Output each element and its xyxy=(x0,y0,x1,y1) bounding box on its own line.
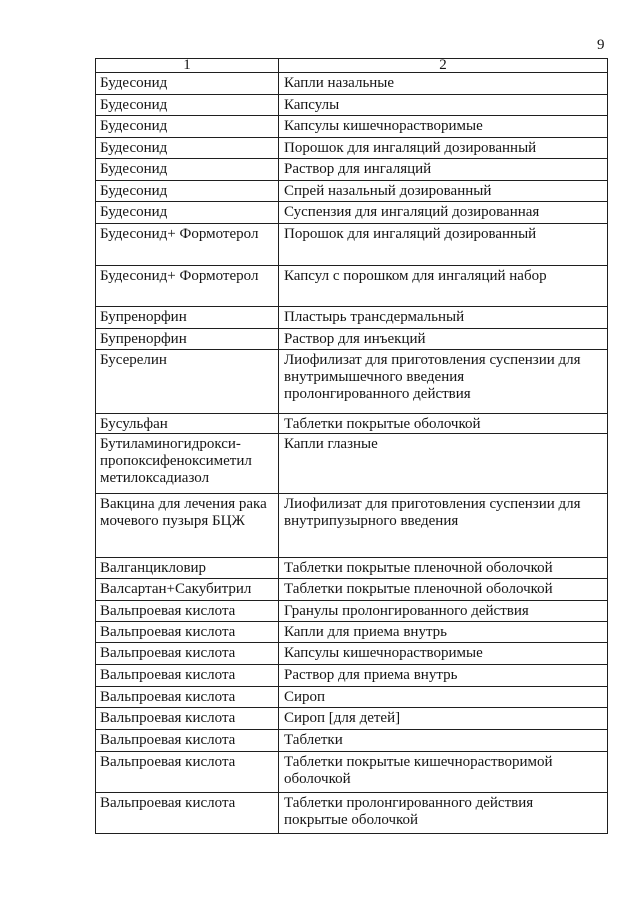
table-row xyxy=(96,138,608,159)
drug-name-cell: Вальпроевая кислота xyxy=(96,793,279,834)
drug-name-cell: Будесонид xyxy=(96,181,279,202)
drug-name-cell: Будесонид xyxy=(96,138,279,159)
drug-name-cell: Бусульфан xyxy=(96,414,279,434)
table-row xyxy=(96,665,608,687)
drug-name-cell: Бупренорфин xyxy=(96,307,279,329)
dosage-form-cell: Капсулы кишечнорастворимые xyxy=(279,116,608,138)
dosage-form-cell: Капсулы кишечнорастворимые xyxy=(279,643,608,665)
table-row xyxy=(96,73,608,95)
table-row xyxy=(96,116,608,138)
table-header-row xyxy=(96,59,608,73)
drug-name-cell: Вальпроевая кислота xyxy=(96,687,279,708)
dosage-form-cell: Раствор для приема внутрь xyxy=(279,665,608,687)
table-row xyxy=(96,159,608,181)
table-row xyxy=(96,224,608,266)
drug-name-cell: Будесонид xyxy=(96,73,279,95)
drug-name-cell: Вальпроевая кислота xyxy=(96,622,279,643)
table-row xyxy=(96,307,608,329)
drug-name-cell: Валсартан+Сакубитрил xyxy=(96,579,279,601)
table-row xyxy=(96,708,608,730)
table-row xyxy=(96,329,608,350)
dosage-form-cell: Лиофилизат для приготовления суспензии для внутрипузырного введения xyxy=(279,494,608,558)
drug-name-cell: Вальпроевая кислота xyxy=(96,752,279,793)
drug-name-cell: Бутиламиногидрокси- пропоксифеноксиметил метилоксадиазол xyxy=(96,434,279,494)
dosage-form-cell: Сироп [для детей] xyxy=(279,708,608,730)
dosage-form-cell: Таблетки пролонгированного действия покрытые оболочкой xyxy=(279,793,608,834)
column-header-2: 2 xyxy=(279,59,608,73)
dosage-form-cell: Таблетки xyxy=(279,730,608,752)
dosage-form-cell: Порошок для ингаляций дозированный xyxy=(279,138,608,159)
drug-name-cell: Вакцина для лечения рака мочевого пузыря БЦЖ xyxy=(96,494,279,558)
dosage-form-cell: Раствор для инъекций xyxy=(279,329,608,350)
dosage-form-cell: Сироп xyxy=(279,687,608,708)
dosage-form-cell: Таблетки покрытые пленочной оболочкой xyxy=(279,579,608,601)
table-row xyxy=(96,95,608,116)
dosage-form-cell: Капсул с порошком для ингаляций набор xyxy=(279,266,608,307)
drug-name-cell: Бупренорфин xyxy=(96,329,279,350)
dosage-form-cell: Капли для приема внутрь xyxy=(279,622,608,643)
dosage-form-cell: Таблетки покрытые оболочкой xyxy=(279,414,608,434)
drug-name-cell: Вальпроевая кислота xyxy=(96,601,279,622)
drug-name-cell: Вальпроевая кислота xyxy=(96,643,279,665)
dosage-form-cell: Пластырь трансдермальный xyxy=(279,307,608,329)
table-row xyxy=(96,202,608,224)
drug-name-cell: Бусерелин xyxy=(96,350,279,414)
drug-name-cell: Будесонид+ Формотерол xyxy=(96,224,279,266)
table-row xyxy=(96,181,608,202)
dosage-form-cell: Раствор для ингаляций xyxy=(279,159,608,181)
dosage-form-cell: Капсулы xyxy=(279,95,608,116)
drug-name-cell: Валганцикловир xyxy=(96,558,279,579)
table-row xyxy=(96,601,608,622)
drug-name-cell: Будесонид xyxy=(96,95,279,116)
dosage-form-cell: Капли назальные xyxy=(279,73,608,95)
drug-name-cell: Будесонид+ Формотерол xyxy=(96,266,279,307)
drug-name-cell: Будесонид xyxy=(96,202,279,224)
table-row xyxy=(96,622,608,643)
table-row xyxy=(96,434,608,494)
dosage-form-cell: Гранулы пролонгированного действия xyxy=(279,601,608,622)
table-row xyxy=(96,579,608,601)
table-row xyxy=(96,730,608,752)
table-row xyxy=(96,793,608,834)
drug-name-cell: Будесонид xyxy=(96,116,279,138)
table-row xyxy=(96,643,608,665)
dosage-form-cell: Суспензия для ингаляций дозированная xyxy=(279,202,608,224)
dosage-form-cell: Порошок для ингаляций дозированный xyxy=(279,224,608,266)
drug-table xyxy=(95,58,608,834)
drug-name-cell: Вальпроевая кислота xyxy=(96,730,279,752)
table-row xyxy=(96,687,608,708)
page-number: 9 xyxy=(597,37,605,53)
table-row xyxy=(96,752,608,793)
table-row xyxy=(96,266,608,307)
table-row xyxy=(96,350,608,414)
dosage-form-cell: Лиофилизат для приготовления суспензии для внутримышечного введения пролонгированного действия xyxy=(279,350,608,414)
column-header-1: 1 xyxy=(96,59,279,73)
table-row xyxy=(96,558,608,579)
dosage-form-cell: Таблетки покрытые кишечнорастворимой оболочкой xyxy=(279,752,608,793)
table-row xyxy=(96,414,608,434)
table-row xyxy=(96,494,608,558)
drug-name-cell: Будесонид xyxy=(96,159,279,181)
drug-name-cell: Вальпроевая кислота xyxy=(96,708,279,730)
dosage-form-cell: Таблетки покрытые пленочной оболочкой xyxy=(279,558,608,579)
dosage-form-cell: Капли глазные xyxy=(279,434,608,494)
drug-name-cell: Вальпроевая кислота xyxy=(96,665,279,687)
dosage-form-cell: Спрей назальный дозированный xyxy=(279,181,608,202)
